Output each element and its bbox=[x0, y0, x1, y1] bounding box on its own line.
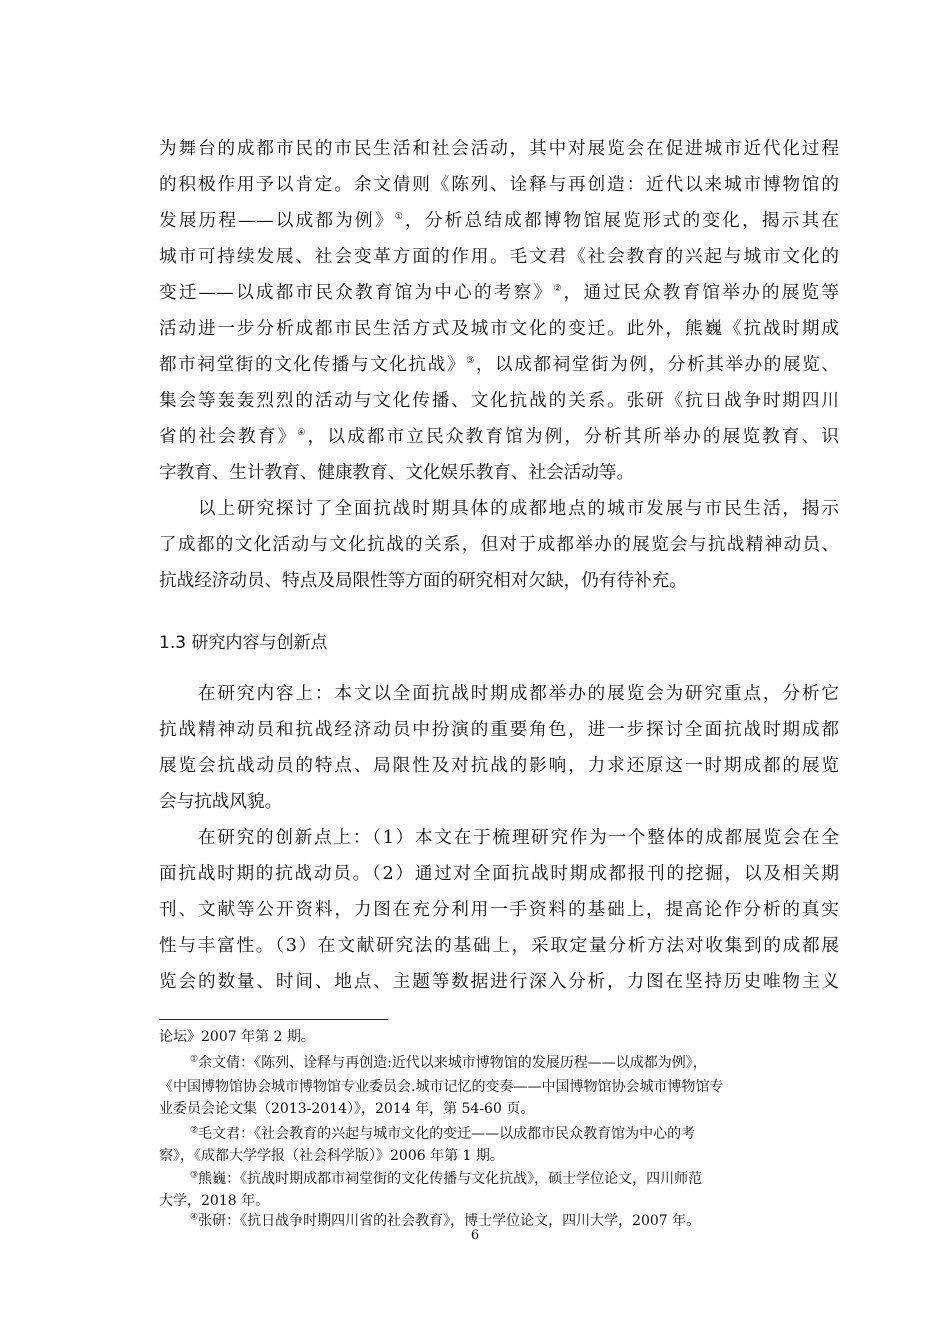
body-line: 会与抗战风貌。 bbox=[159, 792, 283, 812]
body-line: 城市可持续发展、社会变革方面的作用。毛文君《社会教育的兴起与城市文化的 bbox=[159, 247, 839, 267]
body-text: ，以成都市立民众教育馆为例，分析其所举办的展览教育、识 bbox=[307, 427, 839, 447]
footnote-2 bbox=[190, 1124, 819, 1144]
footnote-continuation: 论坛》2007 年第 2 期。 bbox=[159, 1029, 315, 1045]
body-line: 以上研究探讨了全面抗战时期具体的成都地点的城市发展与市民生活，揭示 bbox=[198, 499, 839, 519]
footnote-marker: ③ bbox=[190, 1170, 199, 1181]
footnote-1 bbox=[190, 1053, 819, 1073]
body-text: ，以成都祠堂街为例，分析其举办的展览、 bbox=[475, 355, 839, 375]
footnote-2-line: 察》，《成都大学学报（社会科学版）》2006 年第 1 期。 bbox=[159, 1148, 504, 1164]
page-number: 6 bbox=[470, 1228, 480, 1243]
body-line: 性与丰富性。（3）在文献研究法的基础上，采取定量分析方法对收集到的成都展 bbox=[159, 936, 839, 956]
body-line: 览会的数量、时间、地点、主题等数据进行深入分析，力图在坚持历史唯物主义 bbox=[159, 972, 839, 992]
body-line: 展览会抗战动员的特点、局限性及对抗战的影响，力求还原这一时期成都的展览 bbox=[159, 756, 839, 776]
body-line: 活动进一步分析成都市民生活方式及城市文化的变迁。此外，熊巍《抗战时期成 bbox=[159, 319, 839, 339]
footnote-text: 熊巍：《抗战时期成都市祠堂街的文化传播与文化抗战》，硕士学位论文，四川师范 bbox=[198, 1171, 703, 1187]
body-line: 抗战经济动员、特点及局限性等方面的研究相对欠缺，仍有待补充。 bbox=[159, 571, 687, 591]
footnote-marker: ④ bbox=[190, 1212, 199, 1223]
body-line bbox=[159, 425, 839, 449]
body-line: 面抗战时期的抗战动员。（2）通过对全面抗战时期成都报刊的挖掘，以及相关期 bbox=[159, 864, 839, 884]
section-heading: 1.3 研究内容与创新点 bbox=[159, 633, 328, 653]
body-line bbox=[159, 281, 839, 305]
footnote-3 bbox=[190, 1169, 819, 1189]
footnote-separator bbox=[159, 1019, 388, 1020]
footnote-ref: ④ bbox=[297, 428, 308, 439]
footnote-marker: ① bbox=[190, 1054, 199, 1065]
footnote-ref: ① bbox=[394, 212, 406, 223]
body-line: 了成都的文化活动与文化抗战的关系，但对于成都举办的展览会与抗战精神动员、 bbox=[159, 535, 839, 555]
body-line: 集会等轰轰烈烈的活动与文化传播、文化抗战的关系。张研《抗日战争时期四川 bbox=[159, 391, 839, 411]
body-line bbox=[159, 209, 839, 233]
body-line: 为舞台的成都市民的市民生活和社会活动，其中对展览会在促进城市近代化过程 bbox=[159, 139, 839, 159]
footnote-marker: ② bbox=[190, 1125, 199, 1136]
body-line bbox=[159, 353, 839, 377]
body-text: ，通过民众教育馆举办的展览等 bbox=[563, 283, 839, 303]
footnote-1-line: 《中国博物馆协会城市博物馆专业委员会.城市记忆的变奏——中国博物馆协会城市博物馆专 bbox=[159, 1079, 724, 1095]
body-line: 在研究的创新点上：（1）本文在于梳理研究作为一个整体的成都展览会在全 bbox=[198, 828, 839, 848]
body-line: 刊、文献等公开资料，力图在充分利用一手资料的基础上，提高论作分析的真实 bbox=[159, 900, 839, 920]
body-line: 的积极作用予以肯定。余文倩则《陈列、诠释与再创造：近代以来城市博物馆的 bbox=[159, 175, 839, 195]
footnote-text: 张研：《抗日战争时期四川省的社会教育》，博士学位论文，四川大学，2007 年。 bbox=[198, 1213, 701, 1229]
body-line: 字教育、生计教育、健康教育、文化娱乐教育、社会活动等。 bbox=[159, 463, 635, 483]
body-text: 变迁——以成都市民众教育馆为中心的考察》 bbox=[159, 283, 554, 303]
footnote-ref: ③ bbox=[466, 356, 476, 367]
body-line: 抗战精神动员和抗战经济动员中扮演的重要角色，进一步探讨全面抗战时期成都 bbox=[159, 720, 839, 740]
body-text: 都市祠堂街的文化传播与文化抗战》 bbox=[159, 355, 467, 375]
footnote-3-line: 大学，2018 年。 bbox=[159, 1193, 270, 1209]
body-text: 省的社会教育》 bbox=[159, 427, 298, 447]
footnote-text: 毛文君：《社会教育的兴起与城市文化的变迁——以成都市民众教育馆为中心的考 bbox=[198, 1126, 696, 1142]
body-text: 发展历程——以成都为例》 bbox=[159, 211, 395, 231]
footnote-1-line: 业委员会论文集（2013-2014）》，2014 年，第 54-60 页。 bbox=[159, 1101, 535, 1117]
footnote-ref: ② bbox=[553, 284, 564, 295]
body-text: ，分析总结成都博物馆展览形式的变化，揭示其在 bbox=[405, 211, 839, 231]
footnote-text: 余文倩：《陈列、诠释与再创造:近代以来城市博物馆的发展历程——以成都为例》， bbox=[198, 1055, 707, 1071]
body-line: 在研究内容上：本文以全面抗战时期成都举办的展览会为研究重点，分析它 bbox=[198, 684, 839, 704]
